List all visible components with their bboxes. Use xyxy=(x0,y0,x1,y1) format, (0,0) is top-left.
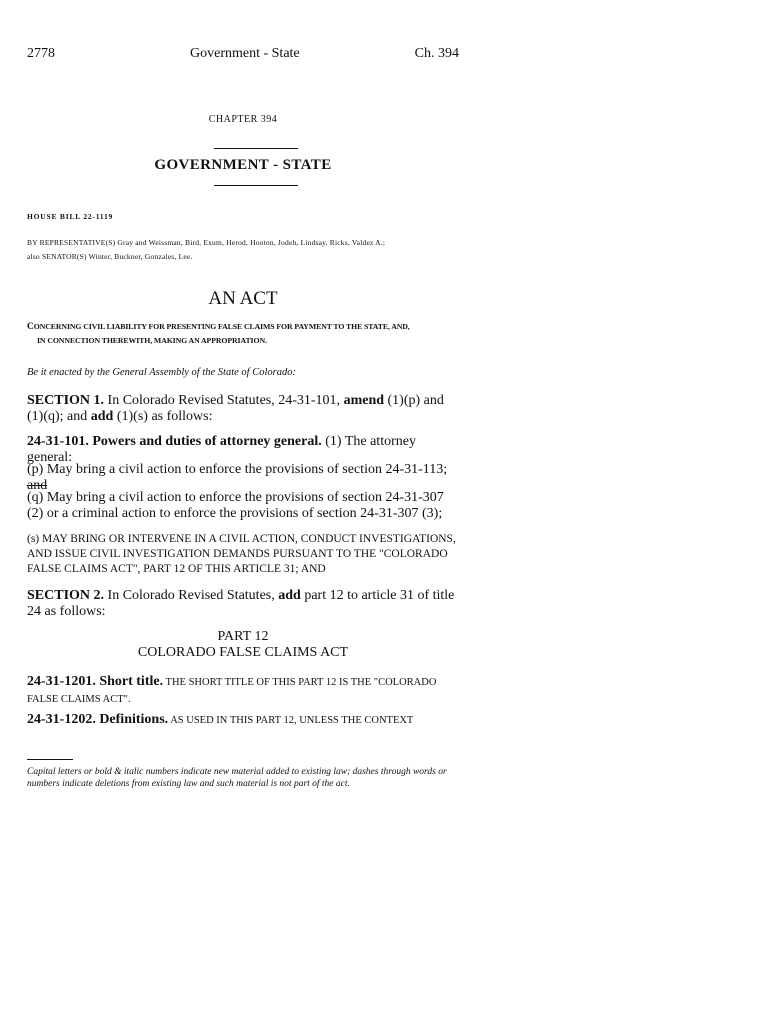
section-1-text-a: In Colorado Revised Statutes, 24-31-101, xyxy=(104,393,344,408)
section-1 xyxy=(27,393,459,425)
act-heading: AN ACT xyxy=(208,288,278,309)
header-chapter: Ch. 394 xyxy=(414,46,459,61)
header-section: Government - State xyxy=(190,46,300,61)
section-24-31-1201-text: THE SHORT TITLE OF THIS PART 12 IS THE "COLORADO FALSE CLAIMS ACT". xyxy=(27,677,437,705)
concerning-clause xyxy=(27,320,459,347)
section-1-label: SECTION 1. xyxy=(27,393,105,408)
item-s: (s) MAY BRING OR INTERVENE IN A CIVIL ACTION, CONDUCT INVESTIGATIONS, AND ISSUE CIVIL INVESTIGATION DEMANDS PURSUANT TO THE "COLORADO FALSE CLAIMS ACT", PART 12 OF THIS ARTICLE 31; AND xyxy=(27,533,456,575)
section-24-31-101-heading: 24-31-101. Powers and duties of attorney general. xyxy=(27,434,322,449)
concerning-line-2: IN CONNECTION THEREWITH, MAKING AN APPROPRIATION. xyxy=(37,336,267,345)
part-title: COLORADO FALSE CLAIMS ACT xyxy=(137,645,349,660)
section-2-label: SECTION 2. xyxy=(27,588,105,603)
running-header xyxy=(27,46,459,64)
enacting-clause: Be it enacted by the General Assembly of the State of Colorado: xyxy=(27,367,296,378)
section-24-31-1201-heading: 24-31-1201. Short title. xyxy=(27,674,164,689)
section-1-amend: amend xyxy=(343,393,385,408)
section-2-text-b: part 12 to article 31 of title 24 as follows: xyxy=(27,588,455,619)
footnote: Capital letters or bold & italic numbers indicate new material added to existing law; dashes through words or numbers indicate deletions from existing law and such material is not part of the act. xyxy=(27,767,447,789)
concerning-initial: C xyxy=(27,322,34,332)
section-24-31-1202 xyxy=(27,712,459,729)
item-q: (q) May bring a civil action to enforce the provisions of section 24-31-307 (2) or a criminal action to enforce the provisions of section 24-31-307 (3); xyxy=(27,490,444,521)
section-24-31-1201 xyxy=(27,674,459,708)
footnote-rule xyxy=(27,759,73,760)
sponsors-representatives: BY REPRESENTATIVE(S) Gray and Weissman, Bird, Exum, Herod, Hooton, Jodeh, Lindsay, Ricks, Valdez A.; xyxy=(27,238,386,247)
sponsors xyxy=(27,236,467,264)
concerning-line-1: ONCERNING CIVIL LIABILITY FOR PRESENTING FALSE CLAIMS FOR PAYMENT TO THE STATE, AND, xyxy=(33,322,410,331)
title-rule-top xyxy=(214,148,298,149)
section-1-add: add xyxy=(90,409,114,424)
bill-number: HOUSE BILL 22-1119 xyxy=(27,212,114,221)
part-number: PART 12 xyxy=(217,629,269,644)
section-24-31-1202-heading: 24-31-1202. Definitions. xyxy=(27,712,169,727)
section-2 xyxy=(27,588,459,620)
chapter-heading: CHAPTER 394 xyxy=(208,114,278,125)
section-24-31-101-text: (1) The attorney general: xyxy=(27,434,416,465)
section-24-31-1202-text: AS USED IN THIS PART 12, UNLESS THE CONTEXT xyxy=(168,715,414,726)
sponsors-senators: also SENATOR(S) Winter, Buckner, Gonzales, Lee. xyxy=(27,252,193,261)
item-p-text: (p) May bring a civil action to enforce the provisions of section 24-31-113; xyxy=(27,462,448,477)
page-title: GOVERNMENT - STATE xyxy=(154,157,332,173)
item-p-deleted: and xyxy=(27,478,48,493)
section-2-add: add xyxy=(278,588,301,603)
section-2-text-a: In Colorado Revised Statutes, xyxy=(104,588,279,603)
page-number: 2778 xyxy=(27,46,55,61)
section-1-text-b: (1)(p) and (1)(q); and xyxy=(27,393,444,424)
title-rule-bottom xyxy=(214,185,298,186)
part-heading xyxy=(27,629,459,661)
section-1-text-c: (1)(s) as follows: xyxy=(113,409,213,424)
